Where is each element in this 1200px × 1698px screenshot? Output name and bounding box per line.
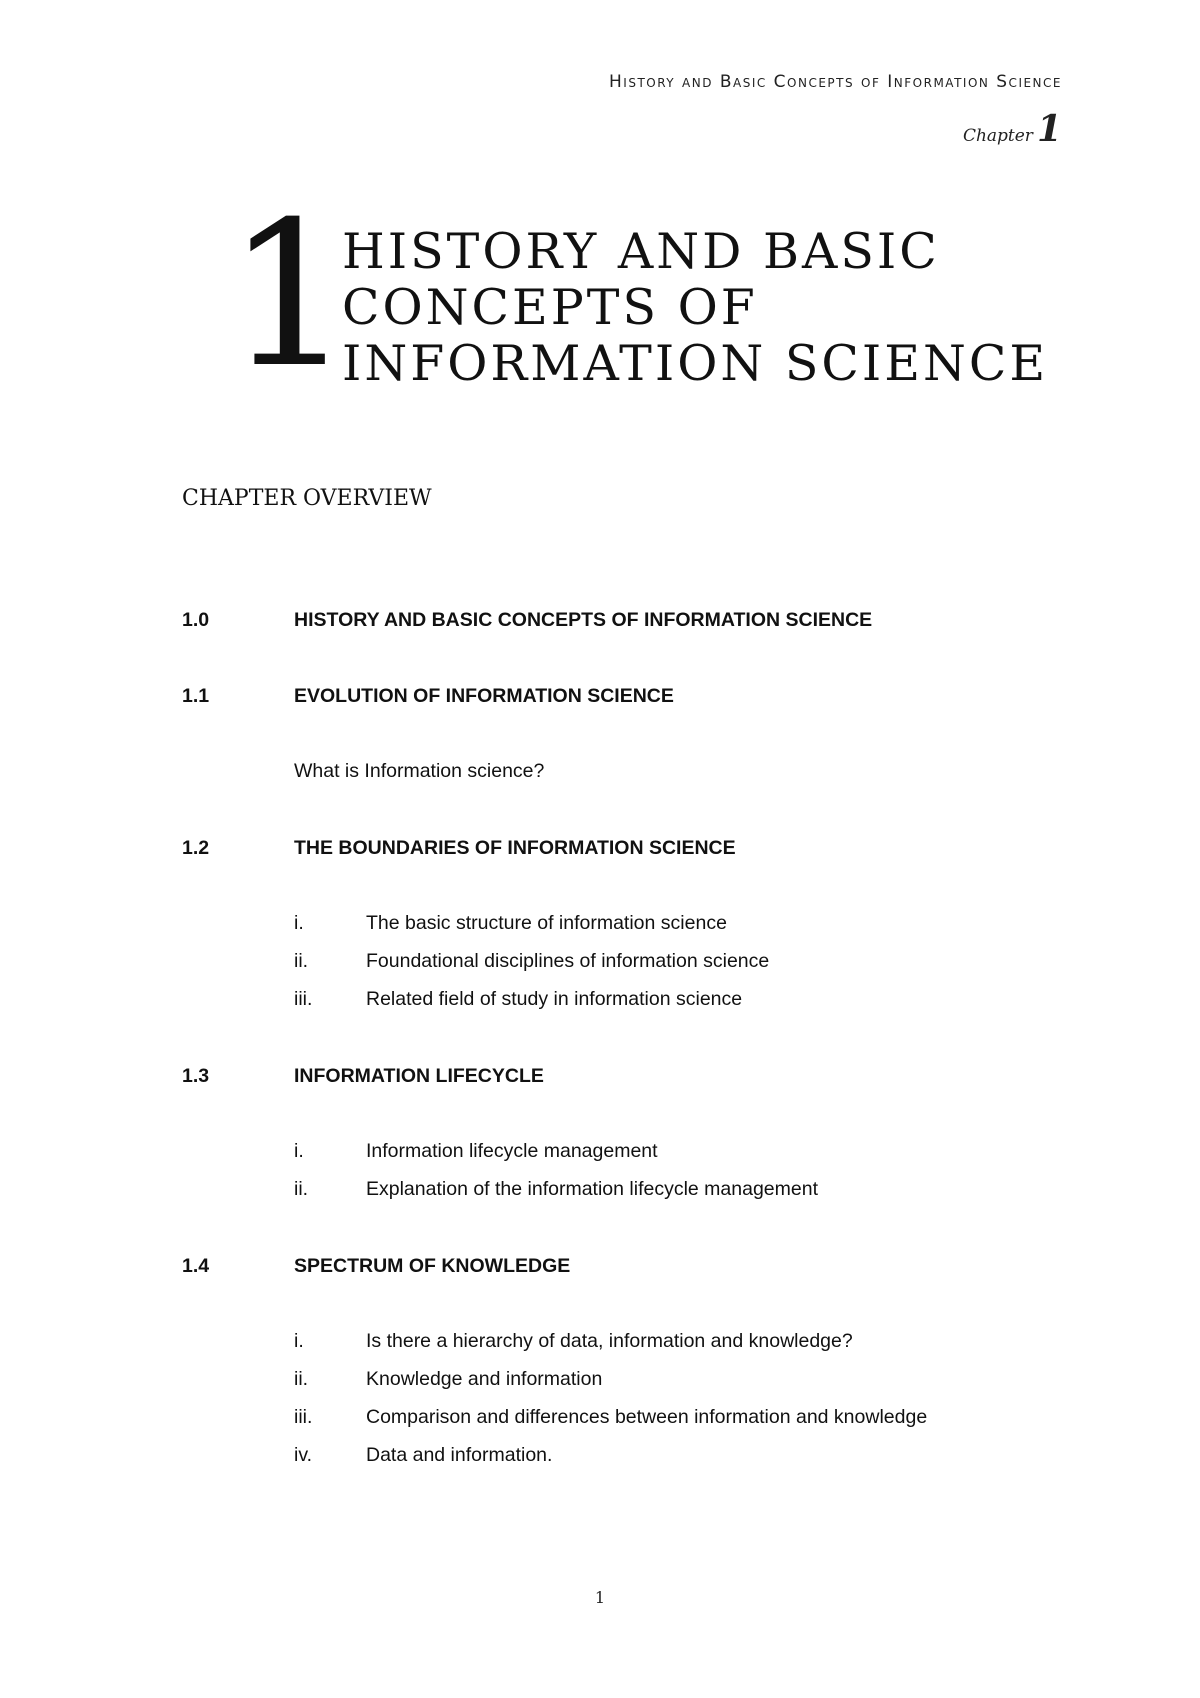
overview-heading: CHAPTER OVERVIEW — [182, 486, 432, 511]
list-text: Explanation of the information lifecycle management — [366, 1177, 819, 1200]
chapter-outline — [182, 600, 1082, 1474]
list-text: Comparison and differences between information and knowledge — [366, 1405, 928, 1428]
section-number: 1.1 — [182, 684, 210, 707]
section-number: 1.0 — [182, 608, 210, 631]
chapter-tag-word: Chapter — [962, 126, 1033, 146]
list-text: The basic structure of information science — [366, 911, 727, 934]
section-title: THE BOUNDARIES OF INFORMATION SCIENCE — [294, 836, 736, 859]
section-heading — [182, 676, 1082, 716]
list-item — [182, 1436, 1082, 1474]
list-item — [182, 1398, 1082, 1436]
section-note — [182, 752, 1082, 790]
section-note-text: What is Information science? — [294, 759, 545, 782]
section-heading — [182, 1056, 1082, 1096]
chapter-title-line: CONCEPTS OF — [342, 279, 758, 336]
list-numeral: ii. — [294, 949, 309, 972]
list-numeral: iii. — [294, 1405, 313, 1428]
section-heading — [182, 600, 1082, 640]
chapter-big-number: 1 — [226, 179, 354, 412]
list-item — [182, 980, 1082, 1018]
list-item — [182, 942, 1082, 980]
section-heading — [182, 1246, 1082, 1286]
list-numeral: ii. — [294, 1367, 309, 1390]
list-text: Knowledge and information — [366, 1367, 603, 1390]
chapter-title — [342, 224, 1048, 392]
section-number: 1.3 — [182, 1064, 210, 1087]
chapter-tag — [963, 108, 1062, 150]
list-numeral: i. — [294, 911, 304, 934]
list-text: Data and information. — [366, 1443, 553, 1466]
list-item — [182, 1132, 1082, 1170]
chapter-tag-number: 1 — [1036, 108, 1062, 150]
list-text: Is there a hierarchy of data, information and knowledge? — [366, 1329, 853, 1352]
list-text: Related field of study in information science — [366, 987, 743, 1010]
list-numeral: iv. — [294, 1443, 313, 1466]
page-number: 1 — [594, 1588, 606, 1607]
section-title: EVOLUTION OF INFORMATION SCIENCE — [294, 684, 674, 707]
section-title: HISTORY AND BASIC CONCEPTS OF INFORMATION SCIENCE — [294, 608, 873, 631]
list-numeral: i. — [294, 1329, 304, 1352]
list-text: Information lifecycle management — [366, 1139, 658, 1162]
list-numeral: iii. — [294, 987, 313, 1010]
section-number: 1.2 — [182, 836, 210, 859]
running-head: History and Basic Concepts of Information Science — [609, 72, 1062, 92]
section-title: SPECTRUM OF KNOWLEDGE — [294, 1254, 571, 1277]
chapter-title-line: INFORMATION SCIENCE — [342, 335, 1049, 392]
list-item — [182, 1360, 1082, 1398]
list-numeral: ii. — [294, 1177, 309, 1200]
chapter-title-line: HISTORY AND BASIC — [342, 223, 940, 280]
list-item — [182, 1322, 1082, 1360]
section-title: INFORMATION LIFECYCLE — [294, 1064, 544, 1087]
list-text: Foundational disciplines of information science — [366, 949, 770, 972]
list-numeral: i. — [294, 1139, 304, 1162]
section-number: 1.4 — [182, 1254, 210, 1277]
list-item — [182, 904, 1082, 942]
section-heading — [182, 828, 1082, 868]
list-item — [182, 1170, 1082, 1208]
